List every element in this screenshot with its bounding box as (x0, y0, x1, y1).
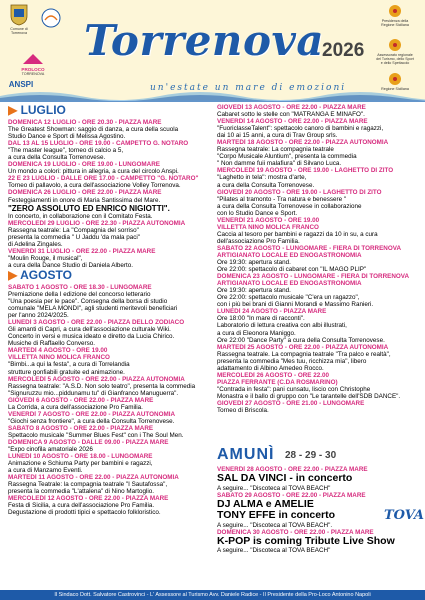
coat-of-arms-icon (10, 4, 28, 26)
event-date: MARTEDÌ 25 AGOSTO - ORE 22.00 - PIAZZA AUTONOMIA (217, 343, 389, 351)
event-date: LUNEDÌ 3 AGOSTO - ORE 22.00 - PIAZZA DELLO ZODIACO (8, 319, 185, 327)
amuni-banner (217, 444, 417, 466)
regione-logo-3 (368, 72, 422, 91)
event-date: MERCOLEDÌ 12 AGOSTO - ORE 22.00 - PIAZZA MARE (8, 495, 169, 503)
event-description: di Adelina Zingales. (8, 240, 63, 248)
event-date: MERCOLEDÌ 5 AGOSTO - ORE 22.00 - PIAZZA AUTONOMIA (8, 375, 185, 383)
amuni-dates: 28 - 29 - 30 (285, 450, 337, 461)
event-description: a cura della Consulta Torrenovese. (8, 154, 106, 162)
month-label: LUGLIO (20, 104, 66, 117)
event-description: Ore 22:00: spettacolo musicale "C'era un ragazzo", (217, 294, 360, 302)
event-description: Rassegna Teatrale: la compagnia teatrale "I Sautafossa", (8, 481, 168, 489)
event-description: "Giochi senza frontiere", a cura della Consulta Torrenovese. (8, 417, 175, 425)
event-description: A seguire... "Discoteca al TOVA BEACH". (217, 521, 333, 529)
event-description: presenta la commedia " U Jaddu 'da mala paci" (8, 233, 141, 241)
event-date: GIOVEDÌ 6 AGOSTO - ORE 22.00 - PIAZZA MARE (8, 396, 154, 404)
event-description: dai 10 ai 15 anni, a cura di Trav Group srls. (217, 132, 338, 140)
event-description: Studio Dance e Sport di Melissa Agostino. (8, 133, 126, 141)
headliner: K-POP is coming Tribute Live Show (217, 535, 395, 547)
comune-logo (4, 4, 34, 35)
event-description: strutture gonfiabili gratuite ed animazione. (8, 368, 125, 376)
regione-logo-2 (368, 38, 422, 66)
regione-logo-1-line2: Regione Siciliana (381, 23, 409, 28)
event-date: DOMENICA 12 LUGLIO - ORE 20.30 - PIAZZA MARE (8, 119, 162, 126)
anspi-text: ANSPI (8, 80, 34, 89)
regione-logo-3-line1: Regione Siciliana (381, 87, 409, 92)
tova-beach-logo: TOVA (384, 508, 424, 523)
month-heading (8, 269, 206, 282)
event-date: ARTIGIANATO LOCALE ED ENOGASTRONOMIA (217, 280, 362, 288)
event-description: a cura della Consulta Torrenovese. (217, 181, 315, 189)
event-description: A seguire... "Discoteca al TOVA BEACH" (217, 484, 331, 492)
headliner: DJ ALMA e AMELIE (217, 498, 314, 510)
event-description: "Bimbi...a qui la festa", a cura di Torrelandia (8, 361, 130, 369)
comune-logo-line2: Torrenova (11, 31, 27, 36)
event-date: DOMENICA 30 AGOSTO - ORE 22.00 - PIAZZA MARE (217, 528, 374, 536)
year-label: 2026 (322, 40, 365, 61)
event-description: Ore 22:00 "Dance Party" a cura della Consulta Torrenovese. (217, 336, 385, 344)
event-description: " Non damme fuii malafiura" di Silvano Luca. (217, 160, 342, 168)
event-date: DOMENICA 9 AGOSTO - DALLE 09.00 - PIAZZA MARE (8, 438, 169, 446)
event-date: DOMENICA 19 LUGLIO - ORE 19.00 - LUNGOMARE (8, 161, 160, 169)
event-description: "Moulin Rouge, il musical", (8, 254, 83, 262)
event-description: con i più bei brani di Gianni Morandi e Massimo Ranieri. (217, 301, 374, 309)
event-date: MARTEDÌ 18 AGOSTO - ORE 22.00 - PIAZZA AUTONOMIA (217, 139, 389, 147)
headliner: SAL DA VINCI - in concerto (217, 473, 353, 485)
footer: Il Sindaco Dott. Salvatore Castrovinci - L' Assessore al Turismo Avv. Daniele Radice - Il Presidente della Pro-Loco Antonino Napoli (0, 590, 425, 600)
event-description: comunale "MELA MONDI", agli studenti meritevoli beneficiari (8, 305, 178, 313)
event-description: A seguire... "Discoteca al TOVA BEACH" (217, 547, 331, 555)
pro-loco-badge (38, 8, 64, 29)
pro-loco-icon (41, 8, 61, 28)
event-description: a cura della Dance Studio di Daniela Alberto. (8, 261, 133, 269)
arrow-icon: ▶ (8, 104, 21, 117)
event-date: MARTEDÌ 11 AGOSTO - ORE 22.00 - PIAZZA AUTONOMIA (8, 474, 179, 482)
event-date: VILLETTA NINO MOLICA FRANCO (8, 354, 110, 362)
arrow-icon: ▶ (8, 268, 21, 282)
event-description: presenta la commedia "Mes tuu, ricchizza mia", libero (217, 357, 367, 365)
event-description: La Corrida, a cura dell'associazione Pro Familia. (8, 403, 143, 411)
event-description: Ore 18:00 "In mare di racconti". (217, 315, 305, 323)
event-description: Caccia al tesoro per bambini e ragazzi da 10 in su, a cura (217, 230, 378, 238)
event-description: "Contrada in festa": pani cunsatu, liscio con Christophe (217, 385, 371, 393)
event-date: MARTEDÌ 4 AGOSTO - ORE 19.00 (8, 347, 108, 355)
event-description: Laboratorio di lettura creativa con albi illustrati, (217, 322, 347, 330)
event-description: "FuoriclasseTalent": spettacolo canoro di bambini e ragazzi, (217, 125, 384, 133)
event-date: DOMENICA 26 LUGLIO - ORE 22.00 - PIAZZA MARE (8, 189, 162, 197)
event-date: 22 E 23 LUGLIO - DALLE ORE 17.00 - CAMPETTO "G. NOTARO" (8, 175, 199, 183)
event-description: a cura di Eleonora Maniggo. (217, 329, 296, 337)
event-description: The Greatest Showman: saggio di danza, a cura della scuola (8, 126, 179, 134)
event-description: Rassegna teatrale: La "Compagnia del sorriso" (8, 226, 139, 234)
event-date: MERCOLEDÌ 29 LUGLIO - ORE 22.30 - PIAZZA AUTONOMIA (8, 219, 186, 227)
trinacria-icon (388, 4, 402, 18)
event-description: Rassegna teatrale: "A.S.D. Non solo teatro", presenta la commedia (8, 382, 196, 390)
event-description: Un mondo a colori: pittura in allegria, a cura del circolo Anspi. (8, 168, 179, 176)
event-description: Musiche di Raffaello Converso. (8, 340, 96, 348)
event-description: Festeggiamenti in onore di Maria Santissima del Mare. (8, 196, 161, 204)
left-column (8, 104, 206, 516)
event-description: "Pilates al tramonto - Tra natura e benessere " (217, 195, 347, 203)
event-description: Torneo di pallavolo, a cura dell'associazione Volley Torrenova. (8, 182, 181, 190)
wave-decoration (0, 88, 425, 102)
trinacria-icon (388, 72, 402, 86)
comune-logo-line1: Comune di (10, 27, 28, 32)
event-description: In concerto, in collaborazione con il Comitato Festa. (8, 212, 153, 220)
event-date: GIOVEDÌ 27 AGOSTO - ORE 21.00 - LUNGOMARE (217, 399, 365, 407)
proloco-line2: TORRENOVA (21, 72, 45, 77)
event-description: adattamento di Albino Amedeo Rocco. (217, 364, 324, 372)
page-title: Torrenova (84, 16, 325, 65)
event-date: SABATO 8 AGOSTO - ORE 22.00 - PIAZZA MARE (8, 424, 154, 432)
event-date: SABATO 29 AGOSTO - ORE 22.00 - PIAZZA MARE (217, 491, 366, 499)
regione-logo-2-line2: del Turismo, dello Sport (376, 57, 414, 62)
regione-logo-1 (368, 4, 422, 27)
event-description: Rassegna teatrale. La compagnia teatrale "Tra palco e realtà", (217, 350, 391, 358)
event-date: MERCOLEDÌ 26 AGOSTO - ORE 22.00 (217, 371, 329, 379)
event-date: DOMENICA 23 AGOSTO - LUNGOMARE - FIERA DI TORRENOVA (217, 273, 410, 281)
event-description: Cabaret sotto le stelle con "MATRANGA E MINAFÒ". (217, 111, 365, 119)
event-date: VENERDÌ 7 AGOSTO - ORE 22.00 - PIAZZA AUTONOMIA (8, 410, 176, 418)
event-date: LUNEDÌ 10 AGOSTO - ORE 18.00 - LUNGOMARE (8, 453, 153, 461)
event-description: "Signuruzzu mio...piddunamu tu" di Gianfranco Manuguerra". (8, 389, 179, 397)
event-description: Torneo di Briscola. (217, 407, 269, 415)
event-date: PIAZZA FERRANTE (C.DA ROSMARINO) (217, 378, 338, 386)
event-description: "Una poesia per le pace". Consegna della borsa di studio (8, 298, 168, 306)
event-date: GIOVEDÌ 20 AGOSTO - ORE 19.00 - LAGHETTO DI ZITO (217, 188, 382, 196)
event-description: Gli amanti di Capri, a cura dell'associazione culturale Wiki. (8, 326, 171, 334)
event-date: GIOVEDÌ 13 AGOSTO - ORE 22.00 - PIAZZA MARE (217, 104, 366, 111)
event-description: a cura della Consulta Torrenovese in collaborazione (217, 202, 362, 210)
event-description: Animazione e Schiuma Party per bambini e ragazzi, (8, 460, 153, 468)
event-description: Ore 19:30: apertura stand. (217, 287, 291, 295)
event-date: VILLETTA NINO MOLICA FRANCO (217, 223, 319, 231)
event-description: per l'anno 2024/2025. (8, 312, 69, 320)
event-date: SABATO 1 AGOSTO - ORE 18.30 - LUNGOMARE (8, 283, 152, 291)
event-date: DAL 13 AL 15 LUGLIO - ORE 19.00 - CAMPETTO G. NOTARO (8, 140, 189, 148)
event-description: Concerto in versi e musica ideato e diretto da Lucia Chirico. (8, 333, 175, 341)
event-description: presenta la commedia "L'attalena" di Nino Martoglio. (8, 488, 155, 496)
event-description: Ore 22:00: spettacolo di cabaret con "IL MAGO PLIP" (217, 266, 367, 274)
event-description: Degustazione di prodotti tipici e spettacolo folkloristico. (8, 509, 161, 517)
event-description: "Corpo Musicale Aluntium", presenta la commedia (217, 153, 357, 161)
event-date: MERCOLEDÌ 19 AGOSTO - ORE 19.00 - LAGHETTO DI ZITO (217, 167, 394, 175)
event-description: "Expo cinofila amatoriale 2026 (8, 446, 93, 454)
regione-logo-2-line1: Assessorato regionale (377, 53, 413, 58)
regione-logo-1-line1: Presidenza della (381, 19, 409, 24)
month-heading (8, 104, 206, 117)
event-date: SABATO 22 AGOSTO - LUNGOMARE - FIERA DI TORRENOVA (217, 244, 402, 252)
event-description: dell'associazione Pro Familia. (217, 237, 300, 245)
event-date: VENERDÌ 31 LUGLIO - ORE 22.00 - PIAZZA MARE (8, 247, 156, 255)
proloco-icon (21, 52, 45, 66)
trinacria-icon (388, 38, 402, 52)
amuni-logo: AMUNÌ (217, 446, 275, 463)
proloco-logo (8, 52, 58, 77)
event-description: a cura di Manzamo Eventi. (8, 467, 83, 475)
event-date: LUNEDÌ 24 AGOSTO - PIAZZA MARE (217, 308, 327, 316)
regione-logo-2-line3: e dello Spettacolo (380, 61, 410, 66)
event-description: Spettacolo musicale "Summer Blues Fest" con i The Soul Men. (8, 431, 184, 439)
event-description: Rassegna teatrale: La compagnia teatrale (217, 146, 334, 154)
event-description: Monastra e il ballo di gruppo con "Le tarantelle dell'SDB DANCE". (217, 392, 401, 400)
subtitle: un'estate un mare di emozioni (150, 83, 347, 93)
right-column (217, 104, 417, 414)
event-description: "The master league", torneo di calcio a 5, (8, 147, 124, 155)
proloco-line1: PROLOCO (21, 67, 45, 73)
event-date: VENERDÌ 14 AGOSTO - ORE 22.00 - PIAZZA MARE (217, 118, 368, 126)
event-description: "Laghetto in tela": mostra d'arte, (217, 174, 307, 182)
month-label: AGOSTO (20, 268, 72, 282)
event-date: VENERDÌ 21 AGOSTO - ORE 19.00 (217, 216, 320, 224)
headliner: TONY EFFE in concerto (217, 510, 336, 522)
event-date: VENERDÌ 28 AGOSTO - ORE 22.00 - PIAZZA MARE (217, 466, 368, 473)
event-description: Ore 19:30: apertura stand. (217, 259, 291, 267)
event-description: Festa di Sicilia, a cura dell'associazione Pro Familia. (8, 502, 155, 510)
event-description: Premiazione della I edizione del concorso letterario (8, 290, 151, 298)
event-description: con lo Studio Dance e Sport. (217, 209, 298, 217)
headline: "ZERO ASSOLUTO ED ENRICO NIGIOTTI". (8, 203, 170, 213)
event-date: ARTIGIANATO LOCALE ED ENOGASTRONOMIA (217, 251, 362, 259)
